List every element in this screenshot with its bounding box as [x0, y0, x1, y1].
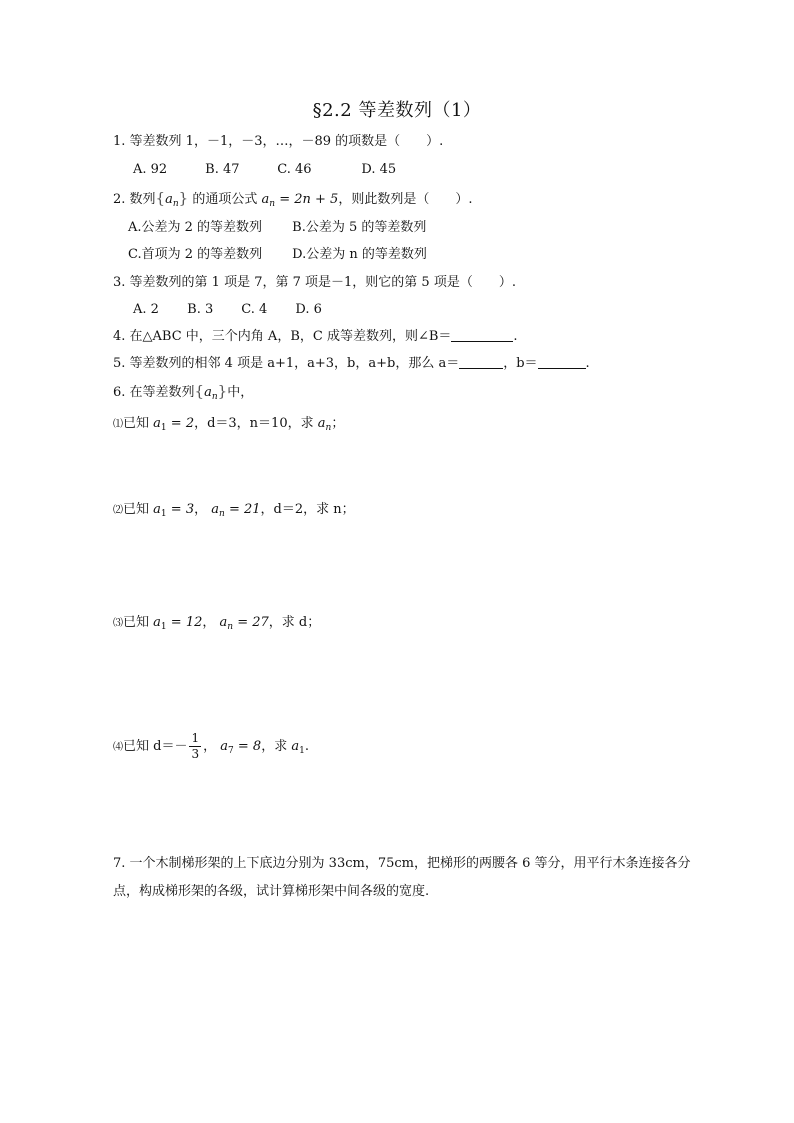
q4-answer-blank[interactable]: [451, 329, 513, 342]
q4-text-end: .: [513, 329, 518, 344]
page-title: §2.2 等差数列（1）: [312, 100, 482, 121]
q2-option-d: D.公差为 n 的等差数列: [292, 247, 427, 262]
q2-seq-symbol: a: [165, 192, 173, 207]
q1-option-b: B. 47: [205, 162, 240, 177]
q2-formula: = 2n + 5: [279, 192, 339, 207]
q3-option-b: B. 3: [187, 302, 214, 317]
q6-p2-rest: ，d＝2，求 n；: [260, 502, 355, 517]
question-1: 1. 等差数列 1，－1，－3，…，－89 的项数是（ ）.: [113, 134, 444, 149]
question-6: 6. 在等差数列$\{a_n\}$中，: [113, 382, 254, 402]
q2-mid: 的通项公式: [192, 192, 258, 207]
fraction-numerator: 1: [191, 731, 200, 745]
q5-text-end: .: [585, 356, 590, 371]
question-3-options: [133, 300, 322, 320]
q6-p2-an: = 21: [228, 502, 261, 517]
q2-seq-sub: n: [172, 199, 179, 209]
question-3: 3. 等差数列的第 1 项是 7，第 7 项是－1，则它的第 5 项是（ ）.: [113, 275, 516, 290]
q2-prefix: 2. 数列: [113, 192, 156, 207]
q6-p4-tail: .: [304, 739, 309, 754]
question-6-part-1: ⑴已知 $a_1 = 2$，d＝3，n＝10，求 $a_n$；: [113, 416, 345, 433]
q5-text: 5. 等差数列的相邻 4 项是 a+1，a+3，b，a+b，那么 a＝: [113, 356, 460, 371]
q6-p4-lead: 已知 d＝－: [123, 739, 188, 754]
q2-option-b: B.公差为 5 的等差数列: [292, 220, 427, 235]
q6-p3-an: = 27: [237, 615, 269, 630]
q4-text: 4. 在△ABC 中，三个内角 A，B，C 成等差数列，则∠B＝: [113, 329, 452, 344]
q6-p1-rest: ，d＝3，n＝10，求: [194, 416, 314, 431]
question-6-part-4: ⑷已知 d＝－ $\frac{1}{3}$ ， $a_7 = 8$，求 $a_1$.: [113, 731, 309, 761]
q6-p2-lead: 已知: [123, 502, 150, 517]
q6-p4-fraction: [189, 731, 201, 762]
q5-answer-a-blank[interactable]: [459, 356, 503, 369]
q6-p1-lead: 已知: [123, 416, 150, 431]
q3-option-c: C. 4: [241, 302, 268, 317]
question-2-options-row1: [128, 218, 426, 238]
question-2-options-row2: [128, 245, 427, 265]
q6-p4-rest: ，求: [261, 739, 288, 754]
question-6-part-2: ⑵已知 $a_1 = 3$， $a_n = 21$，d＝2，求 n；: [113, 502, 355, 519]
q6-p4-a7: = 8: [237, 739, 262, 754]
question-6-part-3: ⑶已知 $a_1 = 12$， $a_n = 27$，求 d；: [113, 615, 321, 632]
question-5: [113, 354, 590, 374]
q6-p3-lead: 已知: [123, 615, 150, 630]
q6-p3-number: ⑶: [113, 618, 123, 629]
q6-p3-rest: ，求 d；: [268, 615, 321, 630]
q6-intro-end: 中，: [227, 385, 254, 400]
q6-p1-tail: ；: [331, 416, 345, 431]
q6-p3-a1: = 12: [170, 615, 203, 630]
q2-suffix: ，则此数列是（ ）.: [338, 192, 473, 207]
q2-option-a: A.公差为 2 的等差数列: [128, 220, 263, 235]
q6-intro: 6. 在等差数列: [113, 385, 195, 400]
q5-answer-b-blank[interactable]: [538, 356, 586, 369]
fraction-denominator: 3: [191, 747, 200, 761]
question-2: 2. 数列$\{a_n\}$ 的通项公式 $a_n = 2n + 5$，则此数列是（ ）.: [113, 189, 473, 209]
q5-text-mid: ，b＝: [503, 356, 538, 371]
q3-option-d: D. 6: [295, 302, 322, 317]
q3-option-a: A. 2: [133, 302, 159, 317]
q6-p2-a1: = 3: [170, 502, 195, 517]
question-7: 7. 一个木制梯形架的上下底边分别为 33cm，75cm，把梯形的两腰各 6 等分，用平行木条连接各分点，构成梯形架的各级，试计算梯形架中间各级的宽度.: [113, 856, 691, 899]
q6-p4-number: ⑷: [113, 742, 123, 753]
q1-option-d: D. 45: [361, 162, 397, 177]
question-4: [113, 327, 518, 347]
q1-option-a: A. 92: [133, 162, 168, 177]
q6-p2-number: ⑵: [113, 505, 123, 516]
question-1-options: [133, 160, 396, 180]
q6-p1-a1: = 2: [170, 416, 195, 431]
q2-option-c: C.首项为 2 的等差数列: [128, 247, 263, 262]
q6-p1-number: ⑴: [113, 419, 123, 430]
q1-option-c: C. 46: [277, 162, 312, 177]
